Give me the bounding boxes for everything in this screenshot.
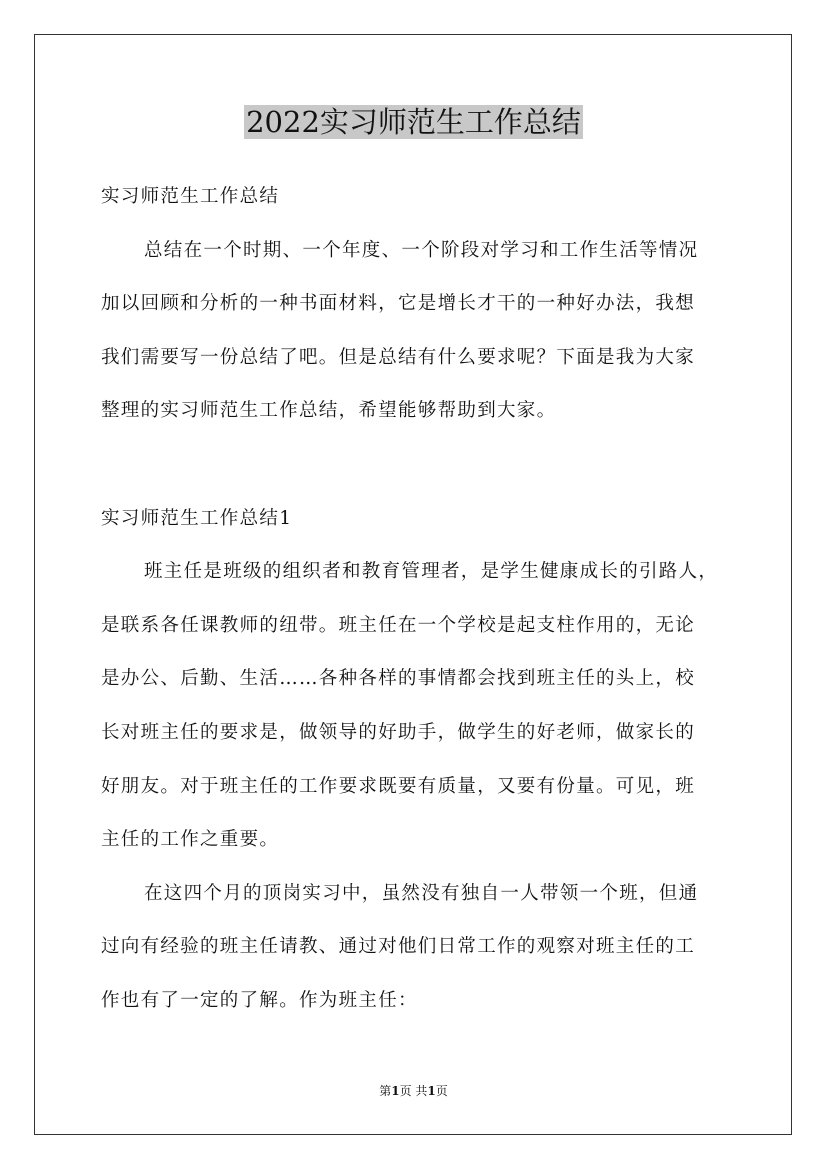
intro-line-2: 加以回顾和分析的一种书面材料，它是增长才干的一种好办法，我想 [101,293,696,315]
intro-line-1: 总结在一个时期、一个年度、一个阶段对学习和工作生活等情况 [144,239,699,261]
para1-line-6: 主任的工作之重要。 [101,829,280,851]
intro-line-4: 整理的实习师范生工作总结，希望能够帮助到大家。 [101,400,557,422]
document-title [0,100,827,144]
page-footer [0,1082,827,1100]
para2-line-3: 作也有了一定的了解。作为班主任： [101,989,418,1011]
intro-line-3: 我们需要写一份总结了吧。但是总结有什么要求呢？下面是我为大家 [101,346,696,368]
footer-total-pages: 1 [427,1084,436,1098]
section-heading: 实习师范生工作总结1 [101,507,293,529]
footer-prefix: 第 [379,1084,392,1098]
para2-line-2: 过向有经验的班主任请教、通过对他们日常工作的观察对班主任的工 [101,936,696,958]
footer-page-number: 1 [391,1084,400,1098]
para1-line-1: 班主任是班级的组织者和教育管理者，是学生健康成长的引路人， [144,561,719,583]
para1-line-5: 好朋友。对于班主任的工作要求既要有质量，又要有份量。可见，班 [101,775,696,797]
document-body [101,170,727,1028]
title-highlight: 2022实习师范生工作总结 [246,105,581,139]
subtitle: 实习师范生工作总结 [101,186,280,207]
para2-line-1: 在这四个月的顶岗实习中，虽然没有独自一人带领一个班，但通 [144,882,699,904]
paragraph-gap [101,438,727,492]
footer-suffix: 页 [435,1084,448,1098]
para1-line-3: 是办公、后勤、生活……各种各样的事情都会找到班主任的头上，校 [101,668,696,690]
para1-line-2: 是联系各任课教师的纽带。班主任在一个学校是起支柱作用的，无论 [101,614,696,636]
para1-line-4: 长对班主任的要求是，做领导的好助手，做学生的好老师，做家长的 [101,721,696,743]
footer-mid: 页 共 [399,1084,428,1098]
